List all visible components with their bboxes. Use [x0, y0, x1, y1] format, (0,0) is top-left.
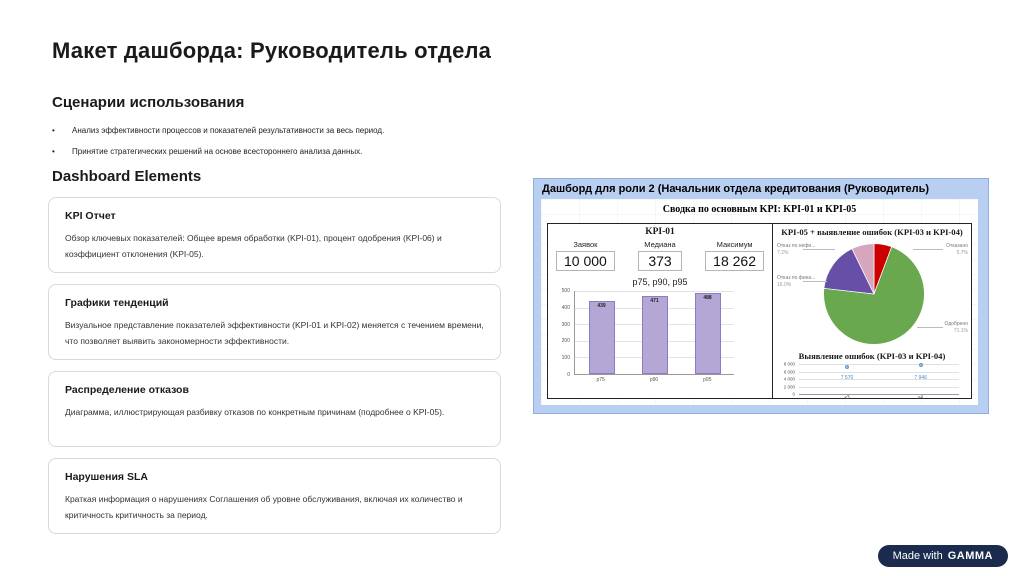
bar-value-label: 488: [703, 295, 712, 301]
bar-yaxis: [556, 288, 572, 378]
kpi-panel: [547, 223, 773, 399]
bullet-marker: •: [52, 147, 55, 157]
card-trend-charts: [48, 284, 501, 360]
bar-chart-title: p75, p90, p95: [632, 277, 688, 287]
pie-label-rejected: [946, 243, 968, 257]
bar-xtick: p75: [596, 377, 605, 383]
gridline: [575, 291, 734, 292]
scatter-ytick: 2 000: [783, 384, 795, 389]
point-value-label: 7 570: [840, 375, 854, 382]
bar-value-label: 439: [597, 303, 606, 310]
scatter-xaxis: [799, 395, 959, 404]
pie-label-text: Отказ по нефи...: [777, 243, 816, 249]
bar-plot: [574, 291, 734, 375]
pie-label-pct: 5.7%: [956, 250, 968, 256]
stat-label: Медиана: [644, 240, 676, 249]
card-title: KPI Отчет: [65, 210, 116, 222]
stat-applications: [556, 240, 615, 271]
bar-ytick: 500: [561, 288, 570, 294]
bullet-marker: •: [52, 126, 55, 135]
pie-label-text: Одобрено: [944, 321, 968, 327]
dashboard-image: [533, 178, 989, 414]
pie-label-rejected-nefi: [777, 243, 815, 257]
pie-svg: [819, 239, 929, 349]
pie-label-rejected-fina: [777, 275, 815, 289]
bullet-text: Анализ эффективности процессов и показателей результативности за весь период.: [72, 126, 385, 135]
gridline: [799, 372, 959, 373]
stat-label: Максимум: [716, 240, 753, 249]
elements-heading: Dashboard Elements: [52, 168, 202, 185]
scenarios-heading: Сценарии использования: [52, 94, 245, 111]
card-rejection-distribution: [48, 371, 501, 447]
scatter-ytick: 4 000: [783, 376, 795, 382]
bar-ytick: 200: [561, 338, 570, 345]
bar-xtick: p90: [649, 377, 659, 383]
bar-ytick: 300: [561, 321, 570, 328]
stat-value: 18 262: [705, 251, 764, 271]
card-body: Обзор ключевых показателей: Общее время обработки (KPI-01), процент одобрения (KPI-06) и коэффициент отклонения (KPI-05).: [65, 233, 442, 260]
data-point: [919, 363, 923, 367]
dashboard-title: Дашборд для роли 2 (Начальник отдела кредитования (Руководитель): [542, 183, 930, 195]
bullet-text: Принятие стратегических решений на основе всестороннего анализа данных.: [72, 147, 363, 157]
scatter-xtick: к4: [918, 395, 924, 401]
page-title: Макет дашборда: Руководитель отдела: [52, 38, 492, 63]
bar: [695, 293, 721, 374]
card-body: Краткая информация о нарушениях Соглашения об уровне обслуживания, включая их количество и критичность критичность за период.: [65, 494, 463, 521]
pie-leader-line: [803, 249, 835, 250]
element-cards: [48, 197, 501, 545]
card-sla-violations: [48, 458, 501, 534]
stat-value: 10 000: [556, 251, 615, 271]
bar: [589, 301, 615, 374]
bar-ytick: 0: [567, 372, 570, 378]
percentile-bar-chart: [556, 288, 762, 387]
bar-ytick: 100: [561, 355, 570, 362]
stat-label: Заявок: [573, 240, 598, 249]
bullet-item: [52, 147, 512, 157]
made-with-gamma-badge[interactable]: [878, 545, 1008, 567]
errors-chart-title: Выявление ошибок (KPI-03 и KPI-04): [798, 351, 946, 361]
pie-leader-line: [917, 327, 943, 328]
dashboard-subtitle: Сводка по основным KPI: KPI-01 и KPI-05: [662, 204, 857, 215]
scatter-ytick: 8 000: [783, 361, 795, 367]
pie-label-text: Отказано: [946, 243, 968, 249]
card-body: Визуальное представление показателей эффективности (KPI-01 и KPI-02) меняется с течением времени, что позволяет выявить закономерности эффективности.: [65, 320, 484, 347]
scatter-yaxis: [777, 361, 797, 397]
scatter-xtick: к3: [844, 395, 850, 401]
gridline: [799, 387, 959, 388]
card-title: Распределение отказов: [65, 384, 189, 396]
point-value-label: 7 946: [914, 375, 927, 382]
pie-label-approved: [945, 321, 968, 335]
errors-scatter-chart: [777, 361, 961, 404]
stat-value: 373: [638, 251, 682, 271]
card-body: Диаграмма, иллюстрирующая разбивку отказов по конкретным причинам (подробнее о KPI-05).: [65, 407, 445, 417]
gridline: [799, 364, 959, 365]
bullet-item: [52, 126, 512, 136]
pie-panel: [772, 223, 972, 399]
bar: [642, 296, 668, 374]
card-kpi-report: [48, 197, 501, 273]
badge-prefix: Made with: [892, 550, 943, 562]
bar-ytick: 400: [561, 304, 570, 311]
pie-leader-line: [913, 249, 943, 250]
pie-label-text: Отказ по фина...: [777, 275, 816, 281]
scatter-ytick: 0: [792, 391, 795, 397]
pie-leader-line: [803, 281, 827, 282]
card-title: Графики тенденций: [65, 297, 169, 309]
bar-xtick: p95: [703, 377, 712, 383]
bar-value-label: 471: [650, 297, 659, 304]
dashboard-body: [541, 199, 978, 405]
pie-label-pct: 71.1%: [953, 328, 968, 334]
data-point: [845, 365, 849, 369]
stat-median: [638, 240, 682, 271]
bar-xaxis: [574, 377, 734, 387]
pie-panel-title: KPI-05 + выявление ошибок (KPI-03 и KPI-04): [781, 227, 963, 237]
scenario-bullets: [52, 126, 512, 169]
kpi-stats: [548, 237, 772, 271]
stat-maximum: [705, 240, 764, 271]
pie-chart: [773, 237, 971, 349]
kpi-panel-title: KPI-01: [645, 227, 675, 237]
gamma-logo: GAMMA: [947, 550, 993, 562]
gridline: [799, 379, 959, 380]
card-title: Нарушения SLA: [65, 471, 148, 483]
scatter-ytick: 6 000: [783, 369, 795, 374]
pie-label-pct: 7.2%: [777, 250, 789, 256]
scatter-plot: [799, 364, 959, 394]
pie-label-pct: 16.0%: [777, 282, 792, 288]
